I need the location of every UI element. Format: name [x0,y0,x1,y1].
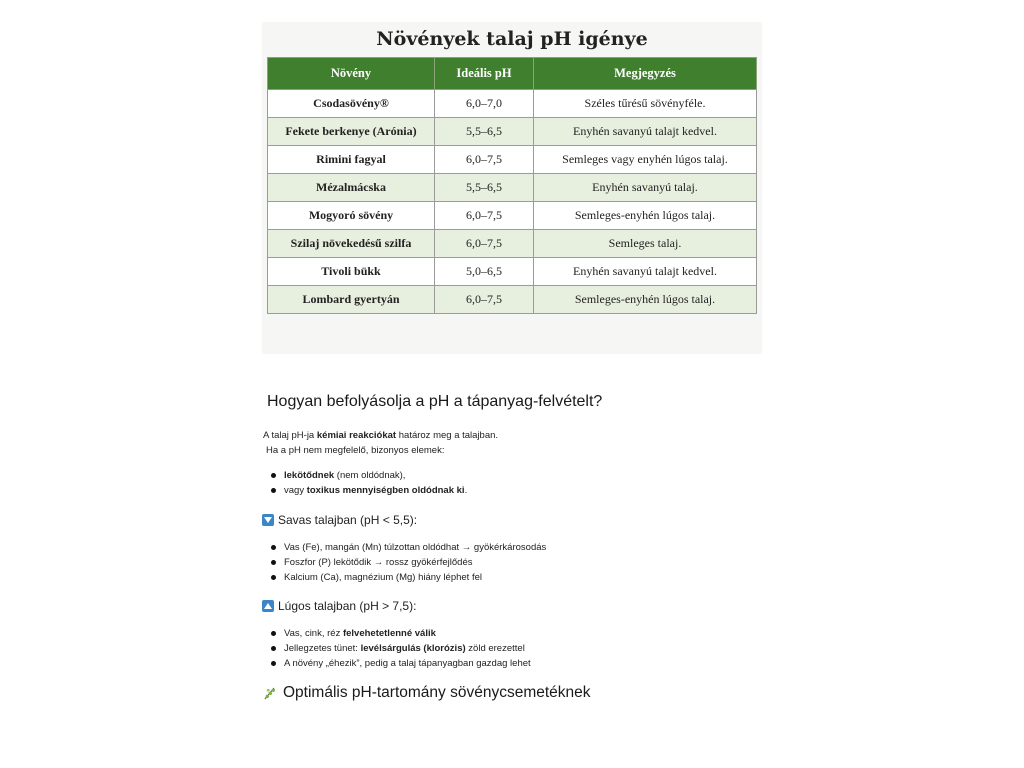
table-header-row [268,58,757,90]
item-bold: levélsárgulás (klorózis) [360,643,466,654]
note-cell: Enyhén savanyú talaj. [534,174,757,202]
item-bold: lekötődnek [284,470,335,481]
list-item [264,641,531,656]
plant-cell: Szilaj növekedésű szilfa [268,230,435,258]
down-triangle-icon [262,514,274,526]
plant-cell: Lombard gyertyán [268,286,435,314]
ph-table [267,57,757,314]
item-text: (nem oldódnak), [334,470,406,481]
plant-cell: Mogyoró sövény [268,202,435,230]
header-ph: Ideális pH [435,58,534,90]
alkaline-heading [262,599,416,613]
item-text: Vas, cink, réz [284,628,343,639]
item-text: A növény „éhezik”, pedig a talaj tápanyagban gazdag lehet [284,658,531,669]
note-cell: Széles tűrésű sövényféle. [534,90,757,118]
ph-cell: 6,0–7,5 [435,146,534,174]
herb-leaf-icon [263,686,277,700]
item-text: vagy [284,485,307,496]
table-row [268,90,757,118]
list-item [264,656,531,671]
acid-heading-text: Savas talajban (pH < 5,5): [278,513,418,527]
ph-cell: 6,0–7,0 [435,90,534,118]
list-item [264,626,531,641]
ph-table-image [262,22,762,354]
ph-cell: 5,5–6,5 [435,118,534,146]
header-note: Megjegyzés [534,58,757,90]
list-item: Vas (Fe), mangán (Mn) túlzottan oldódhat → gyökérkárosodás [264,540,546,555]
section-heading-text: Optimális pH-tartomány sövénycsemetéknek [283,684,591,701]
table-row [268,286,757,314]
article-heading: Hogyan befolyásolja a pH a tápanyag-felvételt? [267,393,603,410]
ph-cell: 6,0–7,5 [435,202,534,230]
item-bold: felvehetetlenné válik [342,628,436,639]
ph-cell: 6,0–7,5 [435,230,534,258]
list-item: Foszfor (P) lekötődik → rossz gyökérfejlődés [264,555,546,570]
note-cell: Semleges-enyhén lúgos talaj. [534,202,757,230]
plant-cell: Csodasövény® [268,90,435,118]
acid-heading [262,513,417,527]
table-row [268,202,757,230]
element-list [264,468,467,498]
table-row [268,146,757,174]
note-cell: Semleges-enyhén lúgos talaj. [534,286,757,314]
intro-line-2: Ha a pH nem megfelelő, bizonyos elemek: [266,445,445,456]
item-bold: toxikus mennyiségben oldódnak ki [306,485,465,496]
plant-cell: Mézalmácska [268,174,435,202]
table-title: Növények talaj pH igénye [376,28,648,50]
intro-text: határoz meg a talajban. [396,430,499,441]
ph-cell: 5,5–6,5 [435,174,534,202]
list-item [264,468,467,483]
section-heading [263,684,591,702]
note-cell: Semleges vagy enyhén lúgos talaj. [534,146,757,174]
plant-cell: Tivoli bükk [268,258,435,286]
item-text: Jellegzetes tünet: [284,643,361,654]
ph-cell: 6,0–7,5 [435,286,534,314]
list-item [264,483,467,498]
intro-text: A talaj pH-ja [263,430,317,441]
up-triangle-icon [262,600,274,612]
list-item: Kalcium (Ca), magnézium (Mg) hiány léphet fel [264,570,546,585]
alkaline-heading-text: Lúgos talajban (pH > 7,5): [278,599,417,613]
plant-cell: Fekete berkenye (Arónia) [268,118,435,146]
intro-bold: kémiai reakciókat [316,430,397,441]
item-text: zöld erezettel [465,643,525,654]
note-cell: Enyhén savanyú talajt kedvel. [534,118,757,146]
acid-list [264,540,546,585]
alkaline-list [264,626,531,671]
plant-cell: Rimini fagyal [268,146,435,174]
note-cell: Enyhén savanyú talajt kedvel. [534,258,757,286]
header-plant: Növény [268,58,435,90]
ph-cell: 5,0–6,5 [435,258,534,286]
table-row [268,118,757,146]
table-row [268,258,757,286]
item-text: . [464,485,468,496]
table-row [268,174,757,202]
note-cell: Semleges talaj. [534,230,757,258]
table-row [268,230,757,258]
intro-line-1 [263,430,498,441]
